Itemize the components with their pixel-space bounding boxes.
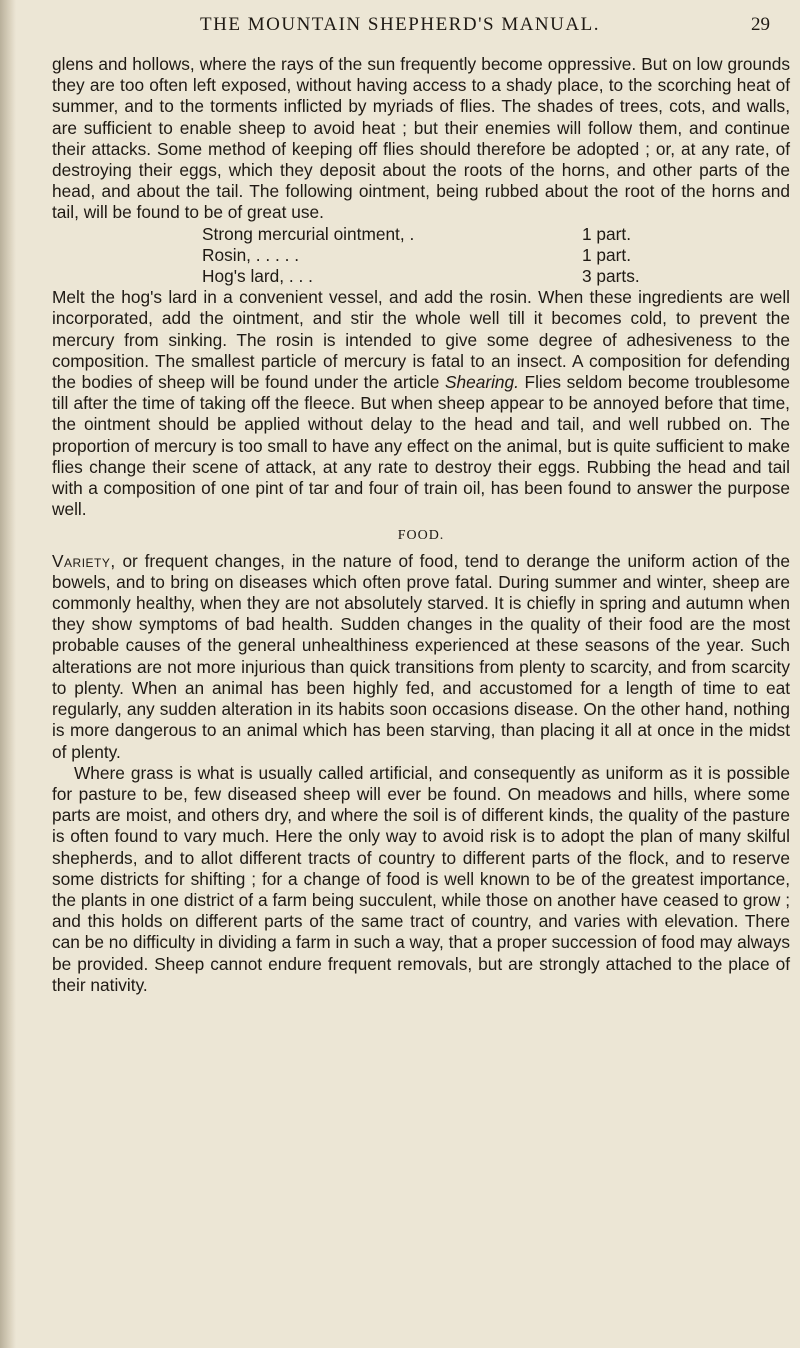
page-spine-shadow	[0, 0, 16, 1348]
recipe-ingredient: Strong mercurial ointment, .	[202, 223, 415, 244]
paragraph-1: glens and hollows, where the rays of the sun frequently become oppressive. But on low grounds they are too often left exposed, without having access to a shady place, to the scorching heat of summer, and to the torments inflicted by myriads of flies. The shades of trees, cots, and walls, are sufficient to enable sheep to avoid heat ; but their enemies will follow them, and continue their attacks. Some method of keeping off flies should therefore be adopted ; or, at any rate, of destroying their eggs, which they deposit about the roots of the horns, and other parts of the head, and about the tail. The following ointment, being rubbed about the root of the horns and tail, will be found to be of great use.	[52, 54, 790, 223]
recipe-quantity: 1 part.	[582, 244, 631, 265]
shearing-reference: Shearing.	[444, 372, 519, 393]
page-number: 29	[751, 14, 770, 35]
page-body	[52, 54, 790, 996]
paragraph-2-text-cont: Flies seldom become troublesome till after the time of taking off the fleece. But when sheep appear to be annoyed before that time, the ointment should be applied without delay to the head and tail, and well rubbed on. The proportion of mercury is too small to have any effect on the animal, but is quite sufficient to make flies change their scene of attack, at any rate to destroy their eggs. Rubbing the head and tail with a composition of one pint of tar and four of train oil, has been found to answer the purpose well.	[52, 372, 790, 520]
paragraph-3-text: or frequent changes, in the nature of food, tend to derange the uniform action of the bowels, and to bring on diseases which often prove fatal. During summer and winter, sheep are commonly healthy, when they are not absolutely starved. It is chiefly in spring and autumn when they show symptoms of bad health. Sudden changes in the quality of their food are the most probable causes of the general unhealthiness experienced at these seasons of the year. Such alterations are not more injurious than quick transitions from plenty to scarcity, and from scarcity to plenty. When an animal has been highly fed, and accustomed for a length of time to eat regularly, any sudden alteration in its habits soon occasions disease. On the other hand, nothing is more dangerous to an animal which has been starving, than placing it all at once in the midst of plenty.	[52, 550, 790, 762]
recipe-quantity: 1 part.	[582, 223, 631, 244]
recipe-ingredient: Hog's lard, . . .	[202, 266, 313, 287]
recipe-ingredient: Rosin, . . . . .	[202, 244, 299, 265]
paragraph-3	[52, 551, 790, 763]
paragraph-2-text: Melt the hog's lard in a convenient vessel, and add the rosin. When these ingredients are well incorporated, add the ointment, and stir the whole well till it becomes cold, to prevent the mercury from sinking. The rosin is intended to give some degree of adhesiveness to the composition. The smallest particle of mercury is fatal to an insect. A composition for defending the bodies of sheep will be found under the article	[52, 287, 790, 393]
paragraph-2	[52, 287, 790, 520]
ointment-recipe	[52, 224, 790, 288]
recipe-row	[202, 245, 672, 266]
paragraph-4: Where grass is what is usually called artificial, and consequently as uniform as it is possible for pasture to be, few diseased sheep will ever be found. On meadows and hills, where some parts are moist, and others dry, and where the soil is of different kinds, the quality of the pasture is often found to vary much. Here the only way to avoid risk is to adopt the plan of many skilful shepherds, and to allot different tracts of country to different parts of the flock, and to reserve some districts for shifting ; for a change of food is well known to be of the greatest importance, the plants in one district of a farm being succulent, while those on another have ceased to grow ; and this holds on different parts of the same tract of country, and varies with elevation. There can be no difficulty in dividing a farm in such a way, that a proper succession of food may always be provided. Sheep cannot endure frequent removals, but are strongly attached to the place of their nativity.	[52, 762, 790, 995]
recipe-row	[202, 224, 672, 245]
recipe-row	[202, 266, 672, 287]
paragraph-3-lead: Variety,	[52, 550, 116, 571]
recipe-quantity: 3 parts.	[582, 266, 640, 287]
running-head: THE MOUNTAIN SHEPHERD'S MANUAL.	[200, 14, 600, 35]
page-header	[30, 14, 770, 44]
section-heading: FOOD.	[397, 528, 445, 544]
